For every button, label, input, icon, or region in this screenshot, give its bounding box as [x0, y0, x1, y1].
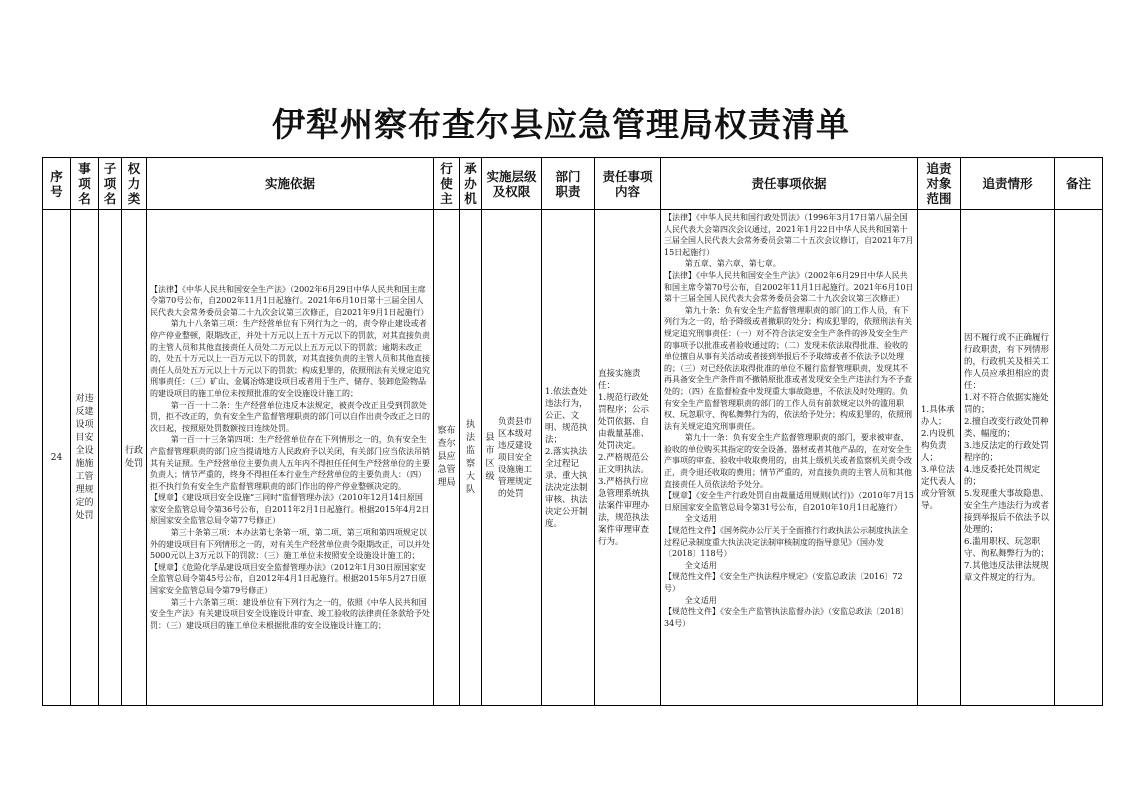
header-note: 备注: [1055, 158, 1103, 210]
resp-basis-line: 第五章、第六章、第七章。: [684, 259, 781, 269]
basis-line: 第三十六条第三项：建设单位有下列行为之一的，依照《中华人民共和国安全生产法》有关建设项目安全设施设计审查、竣工验收的法律责任条款给予处罚：（三）建设项目的施工单位未根据批准的安全设施设计施工的；: [150, 597, 430, 630]
cell-basis: [147, 210, 434, 706]
header-subitem: 子项名: [99, 158, 122, 210]
resp-basis-line: 全文适用: [684, 514, 717, 524]
header-content: 责任事项内容: [595, 158, 661, 210]
resp-basis-line: 【规范性文件】《安全生产执法程序规定》（安监总政法〔2016〕72号）: [664, 572, 903, 593]
header-situation: 追责情形: [961, 158, 1055, 210]
resp-basis-line: 全文适用: [684, 595, 717, 605]
cell-content: 直接实施责任： 1.规范行政处罚程序；公示处罚依据、自由裁量基准、处罚决定。 2.严格规范公正文明执法。 3.严格执行应急管理系统执法案件审理办法，规范执法案件审理审查行为。: [595, 210, 661, 706]
resp-basis-line: 【法律】《中华人民共和国安全生产法》（2002年6月29日中华人民共和国主席令第70号公布，自2002年11月1日起施行。2021年6月10日第十三届全国人民代表大会常务委员会第二十九次会议第三次修正）: [664, 270, 914, 304]
header-resp-basis: 责任事项依据: [661, 158, 918, 210]
header-target: 追责对象范围: [918, 158, 961, 210]
cell-target: 1.具体承办人； 2.内设机构负责人； 3.单位法定代表人或分管领导。: [918, 210, 961, 706]
basis-line: 第三十条第三项：本办法第七条第一项、第二项、第三项和第四项规定以外的建设项目有下列情形之一的，对有关生产经营单位责令限期改正，可以并处5000元以上3万元以下的罚款：（三）施工单位未按照安全设施设计施工的；: [150, 528, 430, 561]
basis-line: 第九十八条第三项：生产经营单位有下列行为之一的，责令停止建设或者停产停业整顿，限期改正，并处十万元以上五十万元以下的罚款，对其直接负责的主管人员和其他直接责任人员处二万元以上五万元以下的罚款；逾期未改正的，处五十万元以上一百万元以下的罚款，对其直接负责的主管人员和其他直接责任人员处五万元以上十万元以下的罚款；构成犯罪的，依照刑法有关规定追究刑事责任：（三）矿山、金属冶炼建设项目或者用于生产、储存、装卸危险物品的建设项目的施工单位未按照批准的安全设施设计施工的；: [150, 319, 430, 398]
header-level: 实施层级及权限: [482, 158, 542, 210]
header-type: 权力类: [122, 158, 147, 210]
basis-line: 【规章】《危险化学品建设项目安全监督管理办法》（2012年1月30日原国家安全监管总局令第45号公布，自2012年4月1日起施行。根据2015年5月27日原国家安全监管总局令第79号修正）: [150, 562, 427, 596]
cell-type: 行政处罚: [122, 210, 147, 706]
basis-line: 第一百一十三条第四项：生产经营单位存在下列情形之一的，负有安全生产监督管理职责的部门应当提请地方人民政府予以关闭，有关部门应当依法吊销其有关证照。生产经营单位主要负责人五年内不得担任任何生产经营单位的主要负责人；情节严重的，终身不得担任本行业生产经营单位的主要负责人：（四）拒不执行负有安全生产监督管理职责的部门作出的停产停业整顿决定的。: [150, 435, 430, 491]
header-duty: 部门职责: [542, 158, 595, 210]
header-basis: 实施依据: [147, 158, 434, 210]
page-title: 伊犁州察布查尔县应急管理局权责清单: [272, 105, 850, 144]
resp-basis-line: 【规范性文件】《安全生产监管执法监督办法》（安监总政法〔2018〕34号）: [664, 607, 909, 628]
resp-basis-line: 全文适用: [684, 560, 717, 570]
basis-line: 【规章】《建设项目安全设施“三同时”监督管理办法》（2010年12月14日原国家安全监管总局令第36号公布，自2011年2月1日起施行。根据2015年4月2日原国家安全监管总局令第77号修正）: [150, 493, 430, 526]
cell-note: [1055, 210, 1103, 706]
cell-level: [482, 210, 542, 706]
resp-basis-line: 【规范性文件】《国务院办公厅关于全面推行行政执法公示制度执法全过程记录制度重大执法决定法制审核制度的指导意见》（国办发〔2018〕118号）: [664, 526, 908, 559]
level-desc: 负责县市区本级对违反建设项目安全设施施工管理规定的处罚: [498, 416, 533, 499]
resp-basis-line: 【法律】《中华人民共和国行政处罚法》（1996年3月17日第八届全国人民代表大会第四次会议通过，2021年1月22日中华人民共和国第十三届全国人民代表大会常务委员会第二十五次会议修订，自2021年7月15日起施行）: [664, 213, 914, 257]
cell-org: 执法监察大队: [460, 210, 482, 706]
level-area: 县市区级: [485, 432, 495, 482]
cell-subject: 察布查尔县应急管理局: [434, 210, 460, 706]
cell-situation: 因不履行或不正确履行行政职责，有下列情形的，行政机关及相关工作人员应承担相应的责任： 1.对不符合依据实施处罚的； 2.擅自改变行政处罚种类、幅度的； 3.违反法定的行政处罚程序的； 4.违反委托处罚规定的； 5.发现重大事故隐患、安全生产违法行为或者接到举报后不依法予以处理的； 6.滥用职权、玩忽职守、徇私舞弊行为的； 7.其他违反法律法规规章文件规定的行为。: [961, 210, 1055, 706]
header-row: [43, 158, 1103, 210]
cell-seq: 24: [43, 210, 71, 706]
basis-line: 【法律】《中华人民共和国安全生产法》（2002年6月29日中华人民共和国主席令第70号公布，自2002年11月1日起施行。2021年6月10日第十三届全国人民代表大会常务委员会第二十九次会议第三次修正，自2021年9月1日起施行）: [150, 284, 429, 317]
cell-duty: 1.依法查处违法行为，公正、文明、规范执法； 2.落实执法全过程记录、重大执法决定法制审核、执法决定公开制度。: [542, 210, 595, 706]
responsibility-table: [42, 157, 1103, 706]
table-row: [43, 210, 1103, 706]
resp-basis-line: 第九十一条：负有安全生产监督管理职责的部门，要求被审查、验收的单位购买其指定的安全设备、器材或者其他产品的，在对安全生产事项的审查、验收中收取费用的，由其上级机关或者监察机关责令改正，责令退还收取的费用；情节严重的，对直接负责的主管人员和其他直接责任人员依法给予处分。: [664, 433, 912, 489]
resp-basis-line: 【规章】《安全生产行政处罚自由裁量适用规则(试行)》（2010年7月15日原国家安全监管总局令第31号公布，自2010年10月1日起施行）: [664, 491, 914, 512]
resp-basis-line: 第九十条：负有安全生产监督管理职责的部门的工作人员，有下列行为之一的，给予降级或者撤职的处分；构成犯罪的，依照刑法有关规定追究刑事责任：（一）对不符合法定安全生产条件的涉及安全生产的事项予以批准或者验收通过的；（二）发现未依法取得批准、验收的单位擅自从事有关活动或者接到举报后不予取缔或者不依法予以处理的；（三）对已经依法取得批准的单位不履行监督管理职责，发现其不再具备安全生产条件而不撤销原批准或者发现安全生产违法行为不予查处的；（四）在监督检查中发现重大事故隐患，不依法及时处理的。负有安全生产监督管理职责的部门的工作人员有前款规定以外的滥用职权、玩忽职守、徇私舞弊行为的，依法给予处分；构成犯罪的，依照刑法有关规定追究刑事责任。: [664, 305, 912, 431]
header-item: 事项名: [71, 158, 99, 210]
header-subject: 行使主: [434, 158, 460, 210]
cell-item: 对违反建设项目安全设施施工管理规定的处罚: [71, 210, 99, 706]
header-seq: 序号: [43, 158, 71, 210]
cell-resp-basis: [661, 210, 918, 706]
header-org: 承办机: [460, 158, 482, 210]
basis-line: 第一百一十二条：生产经营单位违反本法规定，被责令改正且受到罚款处罚，拒不改正的，负有安全生产监督管理职责的部门可以自作出责令改正之日的次日起，按照原处罚数额按日连续处罚。: [150, 400, 430, 433]
cell-subitem: [99, 210, 122, 706]
